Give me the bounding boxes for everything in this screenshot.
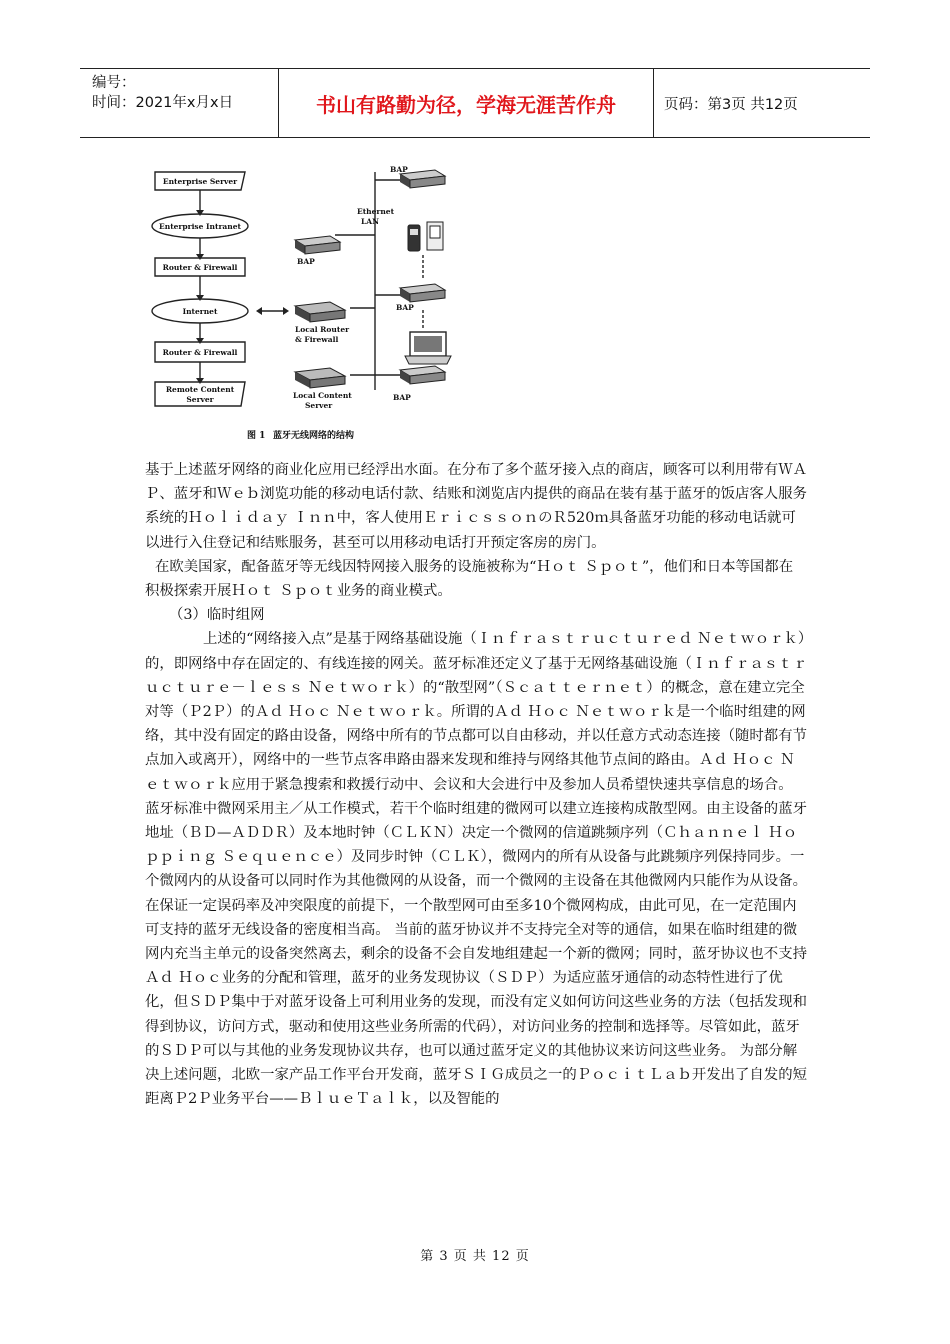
label-bap-bottom: BAP — [393, 393, 411, 402]
label-enterprise-intranet: Enterprise Intranet — [159, 222, 241, 231]
label-local-content-2: Server — [305, 401, 333, 410]
page-header — [80, 68, 870, 138]
label-internet: Internet — [182, 307, 218, 316]
header-motto: 书山有路勤为径，学海无涯苦作舟 — [278, 69, 654, 137]
paragraph-3: 上述的“网络接入点”是基于网络基础设施（Ｉｎｆｒａｓｔｒｕｃｔｕｒｅｄ Ｎｅｔｗｏｒｋ）的，即网络中存在固定的、有线连接的网关。蓝牙标准还定义了基于无网络基础设施（Ｉｎｆｒａｓｔｒｕｃｔｕｒｅ－ｌｅｓｓ Ｎｅｔｗｏｒｋ）的“散型网”（Ｓｃａｔｔｅｒｎｅｔ）的概念，意在建立完全对等（Ｐ2Ｐ）的Ａｄ Ｈｏｃ Ｎｅｔｗｏｒｋ。所谓的Ａｄ Ｈｏｃ Ｎｅｔｗｏｒｋ是一个临时组建的网络，其中没有固定的路由设备，网络中所有的节点都可以自由移动，并以任意方式动态连接（随时都有节点加入或离开），网络中的一些节点客串路由器来发现和维持与网络其他节点间的路由。Ａｄ Ｈｏｃ Ｎｅｔｗｏｒｋ应用于紧急搜索和救援行动中、会议和大会进行中及参加人员希望快速共享信息的场合。 蓝牙标准中微网采用主／从工作模式，若干个临时组建的微网可以建立连接构成散型网。由主设备的蓝牙地址（ＢＤ—ＡＤＤＲ）及本地时钟（ＣＬＫＮ）决定一个微网的信道跳频序列（Ｃｈａｎｎｅｌ Ｈｏｐｐｉｎｇ Ｓｅｑｕｅｎｃｅ）及同步时钟（ＣＬＫ），微网内的所有从设备与此跳频序列保持同步。一个微网内的从设备可以同时作为其他微网的从设备，而一个微网的主设备在其他微网内只能作为从设备。在保证一定误码率及冲突限度的前提下，一个散型网可由至多10个微网构成，由此可见，在一定范围内可支持的蓝牙无线设备的密度相当高。 当前的蓝牙协议并不支持完全对等的通信，如果在临时组建的微网内充当主单元的设备突然离去，剩余的设备不会自发地组建起一个新的微网；同时，蓝牙协议也不支持Ａｄ Ｈｏｃ业务的分配和管理，蓝牙的业务发现协议（ＳＤＰ）为适应蓝牙通信的动态特性进行了优化，但ＳＤＰ集中于对蓝牙设备上可利用业务的发现，而没有定义如何访问这些业务的方法（包括发现和得到协议，访问方式，驱动和使用这些业务所需的代码），对访问业务的控制和选择等。尽管如此，蓝牙的ＳＤＰ可以与其他的业务发现协议共存，也可以通过蓝牙定义的其他协议来访问这些业务。 为部分解决上述问题，北欧一家产品工作平台开发商，蓝牙ＳＩＧ成员之一的ＰｏｃｉｔＬａｂ开发出了自发的短距离Ｐ2Ｐ业务平台——ＢｌｕｅＴａｌｋ，以及智能的 — [145, 631, 807, 1108]
body-text — [145, 458, 807, 1111]
bap-device-bottom — [400, 366, 445, 384]
paragraph-2: 在欧美国家，配备蓝牙等无线因特网接入服务的设施被称为“Ｈｏｔ Ｓｐｏｔ”，他们和日本等国都在积极探索开展Ｈｏｔ Ｓｐｏｔ业务的商业模式。 — [145, 558, 794, 600]
label-local-router-2: & Firewall — [295, 335, 339, 344]
label-bap-left: BAP — [297, 257, 315, 266]
label-local-content-1: Local Content — [293, 391, 352, 400]
bap-device-mid — [400, 284, 445, 302]
label-remote-content-1: Remote Content — [165, 385, 235, 394]
label-ethernet-1: Ethernet — [357, 207, 395, 216]
phone-device — [408, 225, 420, 251]
network-figure — [145, 160, 515, 448]
local-router-device — [295, 302, 345, 322]
pda-device — [427, 222, 443, 250]
date-label: 时间：2021年x月x日 — [92, 95, 234, 111]
figure-caption-number: 图 1 — [247, 431, 266, 441]
bap-device-left — [295, 236, 340, 254]
number-label: 编号： — [92, 75, 136, 91]
label-enterprise-server: Enterprise Server — [162, 177, 238, 186]
label-router-firewall-2: Router & Firewall — [162, 348, 238, 357]
section-heading: （3）临时组网 — [169, 607, 265, 624]
network-diagram — [145, 160, 515, 448]
page-footer: 第 3 页 共 12 页 — [420, 1249, 530, 1264]
local-content-device — [295, 368, 345, 388]
label-bap-top: BAP — [390, 165, 408, 174]
header-meta — [80, 69, 278, 137]
label-bap-mid: BAP — [396, 303, 414, 312]
label-local-router-1: Local Router — [295, 325, 350, 334]
header-page-label: 页码：第3页 共12页 — [664, 96, 798, 113]
label-router-firewall-1: Router & Firewall — [162, 263, 238, 272]
label-ethernet-2: LAN — [361, 217, 379, 226]
label-remote-content-2: Server — [186, 395, 214, 404]
figure-caption-text: 蓝牙无线网络的结构 — [273, 431, 355, 441]
paragraph-1: 基于上述蓝牙网络的商业化应用已经浮出水面。在分布了多个蓝牙接入点的商店，顾客可以利用带有ＷＡＰ、蓝牙和Ｗｅｂ浏览功能的移动电话付款、结账和浏览店内提供的商品在装有基于蓝牙的饭店客人服务系统的Ｈｏｌｉｄａｙ Ｉｎｎ中，客人使用ＥｒｉｃｓｓｏｎのＲ520ｍ具备蓝牙功能的移动电话就可以进行入住登记和结账服务，甚至可以用移动电话打开预定客房的房门。 — [145, 462, 807, 551]
laptop-device — [405, 332, 451, 364]
